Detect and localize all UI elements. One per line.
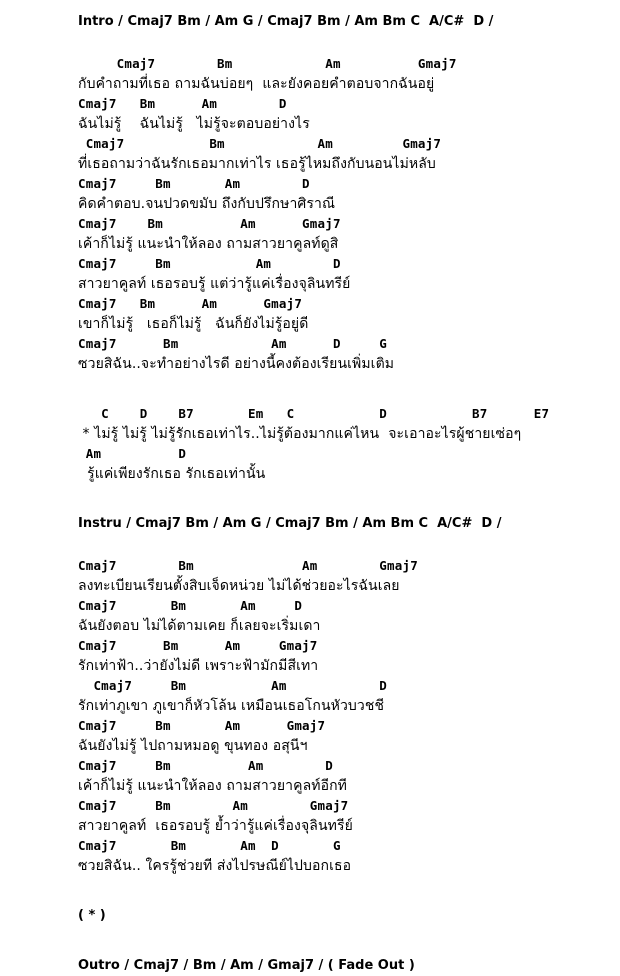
chord-line: Am D: [78, 446, 187, 461]
chord-line: Cmaj7 Bm Am Gmaj7: [78, 798, 349, 813]
lyric-line: สาวยาคูลท์ เธอรอบรู้ แต่ว่ารู้แค่เรื่องจุลินทรีย์: [78, 276, 351, 292]
chord-line: Cmaj7 Bm Am D G: [78, 838, 341, 853]
chord-line: Cmaj7 Bm Am D: [78, 678, 388, 693]
chord-line: Cmaj7 Bm Am Gmaj7: [78, 216, 341, 231]
chord-line: Cmaj7 Bm Am D: [78, 96, 287, 111]
chord-line: Cmaj7 Bm Am D: [78, 598, 303, 613]
spacer: [78, 374, 620, 404]
chord-line: C D B7 Em C D B7 E7: [78, 406, 550, 421]
chord-line: Cmaj7 Bm Am Gmaj7: [78, 296, 303, 311]
lyric-line: เค้าก็ไม่รู้ แนะนำให้ลอง ถามสาวยาคูลท์อีกที: [78, 778, 347, 794]
lyric-line: รักเท่าภูเขา ภูเขาก็หัวโล้น เหมือนเธอโกนหัวบวชชี: [78, 698, 385, 714]
chord-line: Cmaj7 Bm Am Gmaj7: [78, 718, 326, 733]
instru-section: [78, 514, 620, 534]
intro-section: [78, 12, 620, 32]
outro-line: [78, 956, 620, 976]
instru-label: Instru: [78, 516, 122, 531]
lyric-line: * ไม่รู้ ไม่รู้ ไม่รู้รักเธอเท่าไร..ไม่รู้ต้องมากแค่ไหน จะเอาอะไรผู้ชายเซ่อๆ: [78, 426, 522, 442]
chord-line: Cmaj7 Bm Am D: [78, 758, 333, 773]
spacer: [78, 926, 620, 956]
lyric-line: รู้แค่เพียงรักเธอ รักเธอเท่านั้น: [78, 466, 266, 482]
lyric-line: ซวยสิฉัน..จะทำอย่างไรดี อย่างนี้คงต้องเรียนเพิ่มเติม: [78, 356, 395, 372]
lyric-line: ฉันไม่รู้ ฉันไม่รู้ ไม่รู้จะตอบอย่างไร: [78, 116, 310, 132]
lyric-line: เค้าก็ไม่รู้ แนะนำให้ลอง ถามสาวยาคูลท์ดูสิ: [78, 236, 339, 252]
lyric-line: รักเท่าฟ้า..ว่ายังไม่ดี เพราะฟ้ามักมีสีเทา: [78, 658, 319, 674]
outro-section: [78, 956, 620, 976]
outro-label: Outro: [78, 958, 120, 973]
intro-line: [78, 12, 620, 32]
lyric-line: ซวยสิฉัน.. ใครรู้ช่วยที ส่งไปรษณีย์ไปบอกเธอ: [78, 858, 352, 874]
lyric-line: ฉันยังตอบ ไม่ได้ตามเคย ก็เลยจะเริ่มเดา: [78, 618, 321, 634]
instru-progression: / Cmaj7 Bm / Am G / Cmaj7 Bm / Am Bm C A/C# D /: [121, 516, 502, 531]
chord-line: Cmaj7 Bm Am D G: [78, 336, 388, 351]
verse-2: [78, 556, 620, 876]
spacer: [78, 32, 620, 54]
lyric-line: ฉันยังไม่รู้ ไปถามหมอดู ขุนทอง อสุนีฯ: [78, 738, 308, 754]
lyric-line: คิดคำตอบ.จนปวดขมับ ถึงกับปรึกษาศิราณี: [78, 196, 336, 212]
chord-line: Cmaj7 Bm Am D: [78, 256, 341, 271]
lyric-line: กับคำถามที่เธอ ถามฉันบ่อยๆ และยังคอยคำตอบจากฉันอยู่: [78, 76, 435, 92]
spacer: [78, 484, 620, 514]
chorus-section: [78, 404, 620, 484]
chorus-recall-marker: ( * ): [78, 908, 106, 923]
intro-label: Intro: [78, 14, 114, 29]
spacer: [78, 876, 620, 906]
chord-line: Cmaj7 Bm Am Gmaj7: [78, 136, 442, 151]
spacer: [78, 534, 620, 556]
intro-progression: / Cmaj7 Bm / Am G / Cmaj7 Bm / Am Bm C A/C# D /: [113, 14, 494, 29]
lyric-line: เขาก็ไม่รู้ เธอก็ไม่รู้ ฉันก็ยังไม่รู้อยู่ดี: [78, 316, 309, 332]
verse-1: [78, 54, 620, 374]
lyric-line: ลงทะเบียนเรียนตั้งสิบเจ็ดหน่วย ไม่ได้ช่วยอะไรฉันเลย: [78, 578, 400, 594]
chord-line: Cmaj7 Bm Am Gmaj7: [78, 558, 418, 573]
lyric-line: ที่เธอถามว่าฉันรักเธอมากเท่าไร เธอรู้ไหมถึงกับนอนไม่หลับ: [78, 156, 436, 172]
outro-progression: / Cmaj7 / Bm / Am / Gmaj7 / ( Fade Out ): [119, 958, 415, 973]
chord-line: Cmaj7 Bm Am Gmaj7: [78, 638, 318, 653]
chorus-recall-section: [78, 906, 620, 926]
chord-line: Cmaj7 Bm Am D: [78, 176, 310, 191]
instru-line: [78, 514, 620, 534]
chord-line: Cmaj7 Bm Am Gmaj7: [78, 56, 457, 71]
lyric-line: สาวยาคูลท์ เธอรอบรู้ ย้ำว่ารู้แค่เรื่องจุลินทรีย์: [78, 818, 353, 834]
